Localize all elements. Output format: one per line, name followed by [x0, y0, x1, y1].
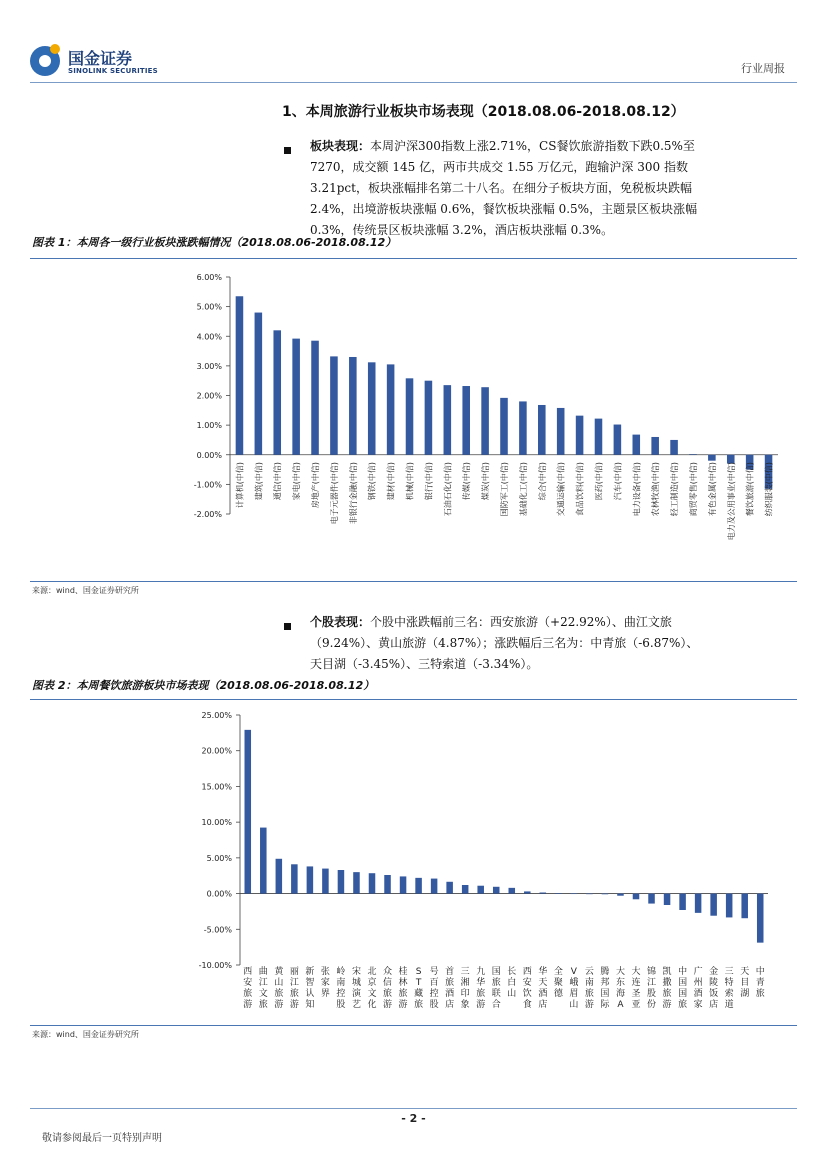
bar [726, 894, 733, 918]
bar [576, 416, 584, 455]
y-tick-label: 3.00% [196, 361, 222, 371]
bullet-icon [284, 623, 291, 630]
y-tick-label: 2.00% [196, 391, 222, 401]
x-tick-label: 金陵饭店 [709, 967, 719, 1010]
paragraph-line: 个股中涨跌幅前三名：西安旅游（+22.92%）、曲江文旅 [370, 615, 672, 629]
bar [481, 387, 489, 455]
page-number: - 2 - [401, 1112, 426, 1125]
y-tick-label: 0.00% [206, 889, 232, 899]
bar [617, 894, 624, 896]
y-tick-label: 5.00% [206, 853, 232, 863]
y-tick-label: 1.00% [196, 421, 222, 431]
bar [444, 385, 452, 455]
y-tick-label: -5.00% [203, 925, 232, 935]
y-tick-label: 10.00% [201, 818, 232, 828]
bar [710, 894, 717, 916]
bar [614, 425, 622, 455]
industry-performance-chart [30, 262, 797, 580]
bar [493, 887, 500, 894]
x-tick-label: 国旅联合 [491, 967, 501, 1010]
bar [557, 408, 565, 455]
x-tick-label: 岭南控股 [336, 967, 346, 1010]
bar [741, 894, 748, 919]
x-tick-label: 长白山 [507, 967, 517, 999]
y-tick-label: -1.00% [193, 480, 222, 490]
bar [555, 893, 562, 894]
logo-chinese-name: 国金证券 [68, 49, 133, 68]
bar [633, 894, 640, 900]
bar [406, 378, 414, 454]
x-tick-label: 凯撒旅游 [662, 967, 672, 1010]
x-tick-label: 云南旅游 [584, 967, 594, 1010]
x-tick-label: 交通运输(中信) [556, 462, 566, 517]
x-tick-label: 桂林旅游 [398, 967, 408, 1010]
x-tick-label: 新智认知 [305, 967, 315, 1010]
bar [353, 872, 360, 893]
figure-1-top-rule [30, 258, 797, 259]
paragraph-line: （9.24%）、黄山旅游（4.87%）；涨跌幅后三名为：中青旅（-6.87%）、 [310, 636, 699, 650]
paragraph-line: 3.21pct，板块涨幅排名第二十八名。在细分子板块方面，免税板块跌幅 [310, 181, 692, 195]
y-tick-label: 4.00% [196, 332, 222, 342]
bar [757, 894, 764, 943]
bar [322, 869, 329, 894]
bar [477, 886, 484, 894]
x-tick-label: 计算机(中信) [235, 462, 245, 509]
disclaimer-note: 敬请参阅最后一页特别声明 [42, 1133, 162, 1144]
x-tick-label: 华天酒店 [538, 967, 548, 1010]
x-tick-label: 九华旅游 [476, 967, 486, 1010]
x-tick-label: 天目湖 [740, 967, 750, 999]
sector-performance-paragraph [310, 136, 795, 241]
y-tick-label: 25.00% [201, 711, 232, 720]
figure-1-bottom-rule [30, 581, 797, 582]
x-tick-label: 国防军工(中信) [500, 462, 509, 517]
bar [462, 386, 470, 455]
y-tick-label: 6.00% [196, 273, 222, 282]
x-tick-label: 全聚德 [553, 967, 563, 999]
x-tick-label: 三特索道 [724, 967, 734, 1010]
bar [338, 870, 345, 894]
x-tick-label: 三湘印象 [460, 967, 470, 1010]
x-tick-label: 医药(中信) [594, 462, 604, 501]
paragraph-line: 2.4%，出境游板块涨幅 0.6%，餐饮板块涨幅 0.5%，主题景区板块涨幅 [310, 202, 698, 216]
x-tick-label: 北京文化 [367, 967, 377, 1010]
bar [236, 296, 244, 454]
header-divider [30, 82, 797, 83]
bar [708, 455, 716, 461]
x-tick-label: 中国国旅 [678, 967, 688, 1010]
bar [462, 885, 469, 894]
x-tick-label: 张家界 [320, 967, 330, 999]
bar [509, 888, 516, 894]
footer-divider [30, 1108, 797, 1109]
stock-performance-paragraph [310, 612, 795, 675]
bar [586, 894, 593, 895]
x-tick-label: 轻工制造(中信) [670, 462, 680, 517]
x-tick-label: 电力及公用事业(中信) [726, 462, 736, 541]
figure-2-source: 来源：wind、国金证券研究所 [32, 1030, 139, 1039]
x-tick-label: 纺织服装(中信) [764, 462, 774, 517]
x-tick-label: 丽江旅游 [289, 967, 299, 1010]
paragraph-label: 板块表现： [310, 139, 371, 153]
x-tick-label: 首旅酒店 [445, 967, 455, 1010]
x-tick-label: 煤炭(中信) [481, 462, 491, 501]
bar [540, 893, 547, 894]
x-tick-label: 大东海 A [615, 967, 625, 1010]
bar [400, 876, 407, 893]
x-tick-label: 广州酒家 [693, 967, 703, 1010]
x-tick-label: 建材(中信) [386, 462, 396, 501]
bar [245, 730, 252, 894]
bar [255, 313, 263, 455]
x-tick-label: 食品饮料(中信) [575, 462, 585, 517]
y-tick-label: 15.00% [201, 782, 232, 792]
x-tick-label: 锦江股份 [647, 967, 657, 1010]
x-tick-label: 汽车(中信) [613, 462, 623, 501]
bar [695, 894, 702, 913]
paragraph-line: 天目湖（-3.45%）、三特索道（-3.34%）。 [310, 657, 539, 671]
bar [349, 357, 357, 455]
x-tick-label: S T 藏旅 [414, 967, 424, 1010]
x-tick-label: 西安旅游 [243, 967, 253, 1010]
bar [425, 381, 433, 455]
x-tick-label: 大连圣亚 [631, 967, 641, 1010]
tourism-stocks-chart [30, 703, 797, 1023]
figure-2-top-rule [30, 699, 797, 700]
bar [595, 419, 603, 455]
company-logo [30, 44, 160, 80]
x-tick-label: 钢铁(中信) [367, 462, 377, 501]
x-tick-label: 通信(中信) [273, 462, 283, 501]
x-tick-label: 房地产(中信) [311, 462, 321, 509]
x-tick-label: V 峨眉山 [569, 967, 579, 1010]
bar [311, 341, 319, 455]
x-tick-label: 众信旅游 [383, 967, 393, 1010]
x-tick-label: 腾邦国际 [600, 967, 610, 1010]
y-tick-label: 20.00% [201, 746, 232, 756]
bar [446, 882, 453, 894]
x-tick-label: 号百控股 [429, 967, 439, 1010]
x-tick-label: 曲江文旅 [258, 967, 268, 1010]
bar [651, 437, 659, 455]
x-tick-label: 有色金属(中信) [707, 462, 717, 517]
bar [602, 894, 609, 895]
x-tick-label: 石油石化(中信) [443, 462, 453, 517]
report-type: 行业周报 [741, 62, 785, 75]
paragraph-line: 7270，成交额 145 亿，两市共成交 1.55 万亿元，跑输沪深 300 指数 [310, 160, 688, 174]
y-tick-label: -10.00% [198, 961, 232, 970]
bar [368, 362, 376, 454]
x-tick-label: 农林牧渔(中信) [651, 462, 661, 517]
bar [292, 339, 300, 455]
x-tick-label: 传媒(中信) [462, 462, 472, 501]
figure-2-title: 图表 2：本周餐饮旅游板块市场表现（2018.08.06-2018.08.12） [32, 679, 375, 692]
logo-english-name: SINOLINK SECURITIES [68, 67, 158, 75]
x-tick-label: 宋城演艺 [351, 967, 361, 1010]
x-tick-label: 商贸零售(中信) [688, 462, 698, 517]
paragraph-line: 0.3%，传统景区板块涨幅 3.2%，酒店板块涨幅 0.3%。 [310, 223, 614, 237]
bullet-icon [284, 147, 291, 154]
bar [519, 401, 527, 454]
bar [384, 875, 391, 894]
section-title: 1、本周旅游行业板块市场表现（2018.08.06-2018.08.12） [282, 104, 685, 120]
bar [679, 894, 686, 910]
bar [431, 879, 438, 894]
bar [500, 398, 508, 455]
x-tick-label: 黄山旅游 [274, 967, 284, 1010]
x-tick-label: 基础化工(中信) [518, 462, 528, 517]
y-tick-label: -2.00% [193, 510, 222, 519]
x-tick-label: 非银行金融(中信) [348, 462, 358, 525]
x-tick-label: 家电(中信) [292, 462, 302, 501]
bar [276, 859, 283, 894]
bar [538, 405, 546, 455]
x-tick-label: 综合(中信) [537, 462, 547, 501]
bar [632, 435, 640, 455]
x-tick-label: 餐饮旅游(中信) [745, 462, 755, 517]
y-tick-label: 5.00% [196, 302, 222, 312]
bar [689, 454, 697, 455]
x-tick-label: 银行(中信) [424, 462, 434, 501]
bar [291, 864, 298, 893]
bar [387, 364, 395, 454]
paragraph-label: 个股表现： [310, 615, 371, 629]
x-tick-label: 电力设备(中信) [632, 462, 642, 517]
x-tick-label: 西安饮食 [522, 967, 532, 1010]
y-tick-label: 0.00% [196, 450, 222, 460]
bar [571, 893, 578, 894]
bar [664, 894, 671, 905]
x-tick-label: 建筑(中信) [254, 462, 264, 501]
bar [524, 891, 531, 893]
bar [260, 828, 267, 894]
bar [273, 330, 281, 454]
bar [648, 894, 655, 904]
figure-1-source: 来源：wind、国金证券研究所 [32, 586, 139, 595]
x-tick-label: 机械(中信) [405, 462, 415, 501]
bar [369, 873, 376, 893]
bar [307, 866, 314, 893]
x-tick-label: 中青旅 [755, 967, 765, 999]
bar [415, 878, 422, 894]
logo-dot-icon [50, 44, 60, 54]
bar [670, 440, 678, 455]
bar [330, 356, 338, 454]
paragraph-line: 本周沪深300指数上涨2.71%，CS餐饮旅游指数下跌0.5%至 [370, 139, 695, 153]
figure-1-title: 图表 1：本周各一级行业板块涨跌幅情况（2018.08.06-2018.08.12） [32, 236, 397, 249]
x-tick-label: 电子元器件(中信) [329, 462, 339, 525]
figure-2-bottom-rule [30, 1025, 797, 1026]
